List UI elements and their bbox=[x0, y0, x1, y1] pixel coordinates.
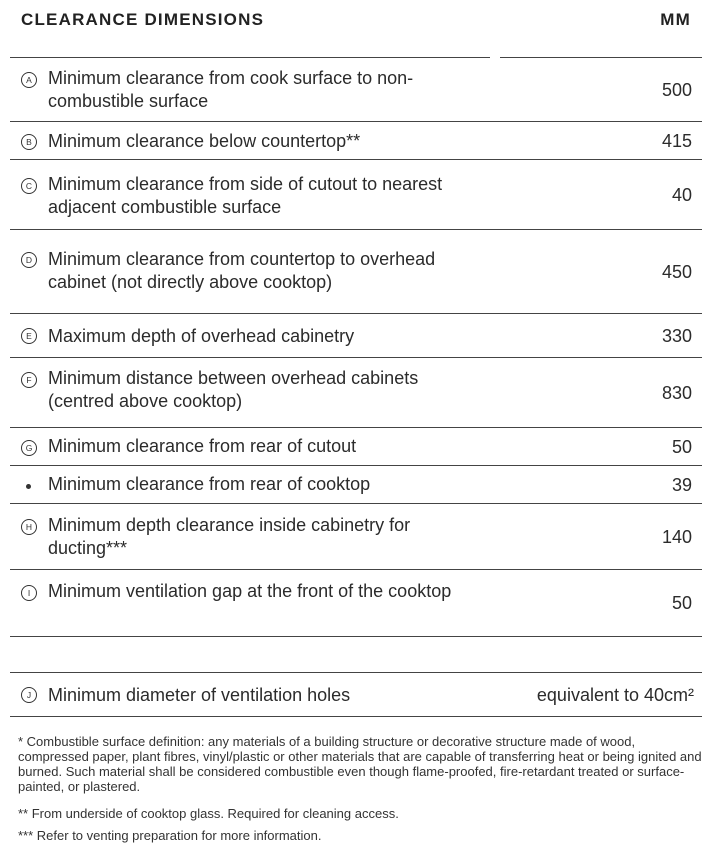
row-description: Minimum ventilation gap at the front of the cooktop bbox=[48, 581, 452, 601]
row-value: 50 bbox=[671, 593, 692, 613]
row-description: Minimum distance between overhead cabinets (centred above cooktop) bbox=[48, 368, 419, 411]
row-description: Minimum clearance below countertop** bbox=[48, 131, 361, 151]
marker-d-icon: D bbox=[21, 252, 37, 268]
row-description: Minimum clearance from side of cutout to nearest adjacent combustible surface bbox=[48, 174, 443, 217]
marker-f-icon: F bbox=[21, 372, 37, 388]
table-row bbox=[10, 314, 702, 358]
clearance-table bbox=[10, 58, 702, 637]
table-row bbox=[10, 160, 702, 230]
marker-b-icon: B bbox=[21, 134, 37, 150]
row-description: Minimum clearance from cook surface to non-combustible surface bbox=[48, 68, 414, 111]
row-value: 40 bbox=[671, 184, 692, 205]
table-row bbox=[10, 428, 702, 466]
marker-h-icon: H bbox=[21, 519, 37, 535]
row-description: Minimum clearance from rear of cutout bbox=[48, 436, 357, 456]
table-row bbox=[10, 230, 702, 314]
footnote: * Combustible surface definition: any materials of a building structure or decorative structure made of wood, compressed paper, plant fibres, vinyl/plastic or other materials that are capable of transferring heat or being ignited and burned. Such material shall be considered combustible even though flame-proofed, fire-retardant treated or surface-painted, or plastered. bbox=[18, 734, 702, 794]
table-header bbox=[10, 0, 702, 58]
row-description: Minimum depth clearance inside cabinetry for ducting*** bbox=[48, 515, 411, 558]
row-value: 415 bbox=[661, 130, 692, 151]
row-description: Minimum diameter of ventilation holes bbox=[48, 685, 351, 705]
row-value: 140 bbox=[661, 526, 692, 547]
footnote: ** From underside of cooktop glass. Required for cleaning access. bbox=[18, 806, 399, 821]
row-value: 50 bbox=[671, 436, 692, 457]
row-value: 830 bbox=[661, 382, 692, 403]
marker-i-icon: I bbox=[21, 585, 37, 601]
marker-g-icon: G bbox=[21, 440, 37, 456]
marker-c-icon: C bbox=[21, 178, 37, 194]
footnote: *** Refer to venting preparation for more information. bbox=[18, 828, 322, 843]
row-value: 450 bbox=[661, 261, 692, 282]
marker-j-icon: J bbox=[21, 687, 37, 703]
row-value: equivalent to 40cm² bbox=[536, 684, 694, 705]
marker-e-icon: E bbox=[21, 328, 37, 344]
unit-label: MM bbox=[660, 10, 691, 29]
table-title: CLEARANCE DIMENSIONS bbox=[21, 10, 265, 29]
table-row bbox=[10, 122, 702, 160]
table-row bbox=[10, 466, 702, 504]
table-row bbox=[10, 504, 702, 570]
table-row bbox=[10, 358, 702, 428]
table-row bbox=[10, 58, 702, 122]
row-value: 330 bbox=[661, 325, 692, 346]
row-value: 39 bbox=[671, 474, 692, 495]
table-row bbox=[10, 570, 702, 637]
row-description: Maximum depth of overhead cabinetry bbox=[48, 326, 355, 346]
row-description: Minimum clearance from countertop to overhead cabinet (not directly above cooktop) bbox=[48, 249, 436, 292]
marker-a-icon: A bbox=[21, 72, 37, 88]
ventilation-row bbox=[10, 673, 702, 717]
row-description: Minimum clearance from rear of cooktop bbox=[48, 474, 371, 494]
row-value: 500 bbox=[661, 79, 692, 100]
bullet-icon bbox=[26, 484, 31, 489]
